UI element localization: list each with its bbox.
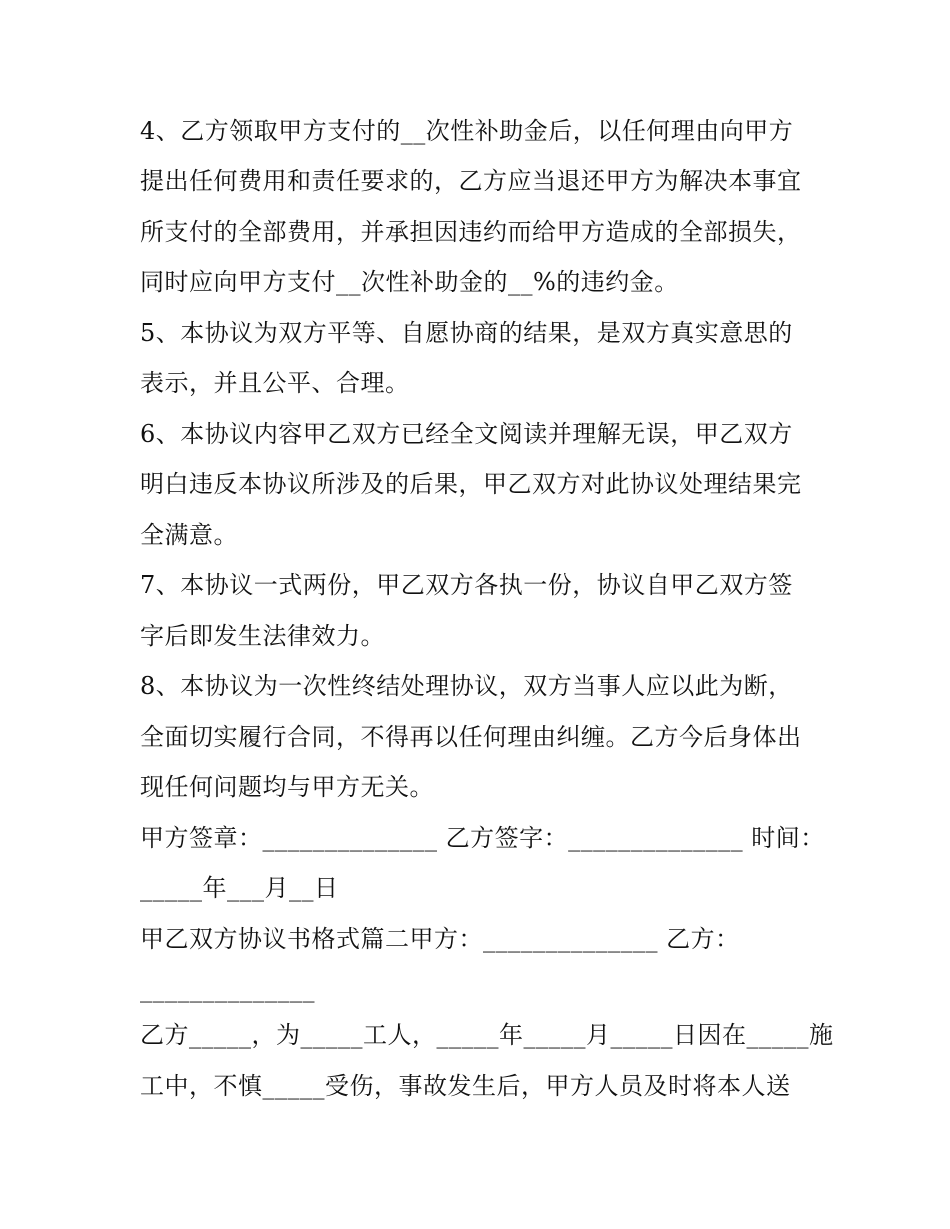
signature-line: 甲方签章：______________ 乙方签字：______________ 时间：: [140, 824, 825, 852]
text-line: 7、本协议一式两份，甲乙双方各执一份，协议自甲乙双方签: [140, 571, 793, 599]
text-line: 所支付的全部费用，并承担因违约而给甲方造成的全部损失，: [140, 218, 802, 246]
text-line: 同时应向甲方支付__次性补助金的__%的违约金。: [140, 268, 679, 296]
text-line: 5、本协议为双方平等、自愿协商的结果，是双方真实意思的: [140, 319, 793, 347]
text-line: 工中，不慎_____受伤，事故发生后，甲方人员及时将本人送: [140, 1072, 791, 1100]
text-line: 字后即发生法律效力。: [140, 622, 385, 650]
text-line: 8、本协议为一次性终结处理协议，双方当事人应以此为断，: [140, 672, 793, 700]
text-line: 乙方_____，为_____工人，_____年_____月_____日因在_____施: [140, 1021, 834, 1049]
text-line: 提出任何费用和责任要求的，乙方应当退还甲方为解决本事宜: [140, 167, 802, 195]
text-line: 全满意。: [140, 521, 238, 549]
text-line: 表示，并且公平、合理。: [140, 369, 410, 397]
text-line: 明白违反本协议所涉及的后果，甲乙双方对此协议处理结果完: [140, 470, 802, 498]
text-line: 4、乙方领取甲方支付的__次性补助金后，以任何理由向甲方: [140, 117, 794, 145]
text-line: 现任何问题均与甲方无关。: [140, 773, 434, 801]
section-heading-line: 甲乙双方协议书格式篇二甲方：______________ 乙方：: [140, 925, 740, 953]
blank-line: ______________: [140, 975, 315, 1003]
text-line: 6、本协议内容甲乙双方已经全文阅读并理解无误，甲乙双方: [140, 420, 793, 448]
date-line: _____年___月__日: [140, 874, 339, 902]
text-line: 全面切实履行合同，不得再以任何理由纠缠。乙方今后身体出: [140, 723, 802, 751]
